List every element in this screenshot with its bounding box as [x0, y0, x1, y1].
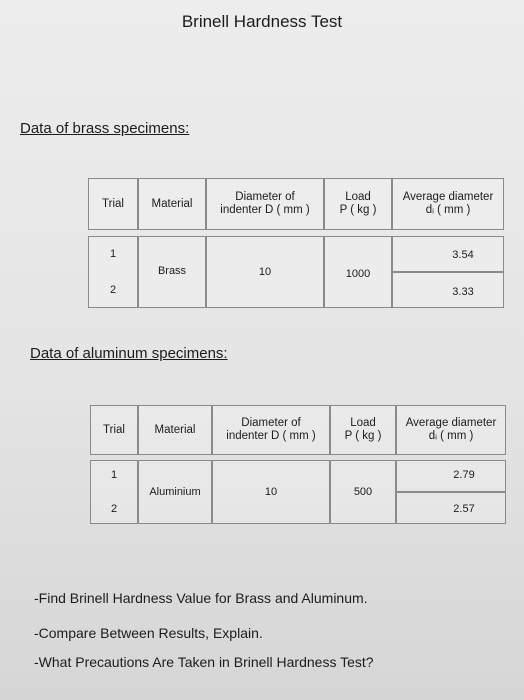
avg-diameter-1: 3.54 — [452, 249, 474, 261]
avg-diameter-1: 2.79 — [453, 469, 475, 481]
material-value: Brass — [157, 265, 187, 277]
header-load: Load P ( kg ) — [324, 178, 392, 230]
avg-diameter-2: 3.33 — [452, 286, 474, 298]
load-value: 1000 — [345, 268, 371, 280]
question-2: -Compare Between Results, Explain. — [34, 625, 263, 641]
trial-2: 2 — [109, 284, 117, 296]
header-average-diameter: Average diameter dᵢ ( mm ) — [396, 405, 506, 455]
header-trial: Trial — [88, 178, 138, 230]
brass-table — [88, 178, 504, 308]
load-value: 500 — [353, 486, 373, 498]
header-diameter: Diameter of indenter D ( mm ) — [212, 405, 330, 455]
aluminum-table — [90, 405, 506, 524]
header-material: Material — [138, 405, 212, 455]
avg-diameter-2: 2.57 — [453, 503, 475, 515]
material-value: Aluminium — [149, 486, 201, 498]
header-material: Material — [138, 178, 206, 230]
diameter-value: 10 — [258, 266, 272, 278]
trial-column — [88, 236, 138, 308]
page-title: Brinell Hardness Test — [181, 12, 343, 31]
trial-1: 1 — [109, 248, 117, 260]
question-1: -Find Brinell Hardness Value for Brass and Aluminum. — [34, 590, 368, 606]
trial-2: 2 — [110, 503, 118, 515]
question-3: -What Precautions Are Taken in Brinell Hardness Test? — [34, 654, 374, 670]
brass-section-title: Data of brass specimens: — [20, 120, 190, 137]
header-diameter: Diameter of indenter D ( mm ) — [206, 178, 324, 230]
trial-1: 1 — [110, 469, 118, 481]
aluminum-section-title: Data of aluminum specimens: — [30, 345, 228, 362]
header-trial: Trial — [90, 405, 138, 455]
diameter-value: 10 — [264, 486, 278, 498]
header-average-diameter: Average diameter dᵢ ( mm ) — [392, 178, 504, 230]
header-load: Load P ( kg ) — [330, 405, 396, 455]
